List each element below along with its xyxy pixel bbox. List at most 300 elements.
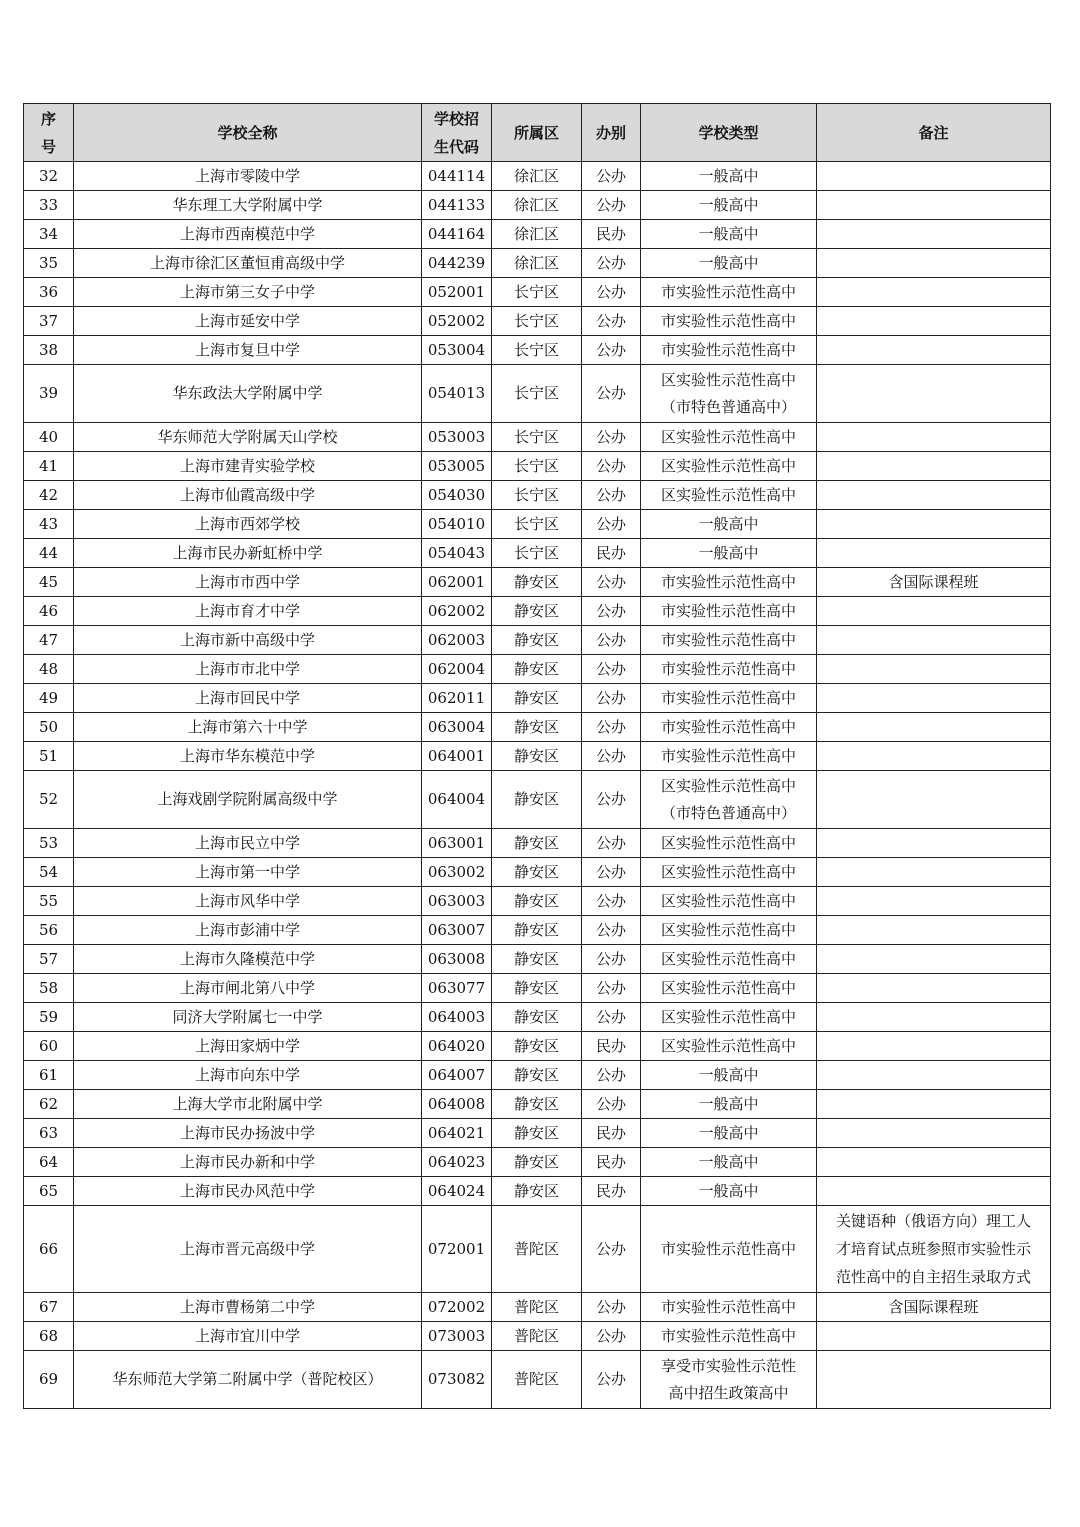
cell-district: 静安区: [492, 974, 582, 1003]
cell-enroll-code: 052001: [422, 278, 492, 307]
cell-note: [817, 510, 1051, 539]
cell-school-name: 华东政法大学附属中学: [74, 365, 422, 423]
table-row: [24, 1032, 1051, 1061]
cell-district: 静安区: [492, 742, 582, 771]
cell-school-type-line: 市实验性示范性高中: [660, 572, 796, 591]
cell-seq: 52: [24, 771, 74, 829]
cell-seq: 69: [24, 1351, 74, 1409]
cell-ownership: 公办: [582, 742, 641, 771]
table-row: [24, 974, 1051, 1003]
cell-district: 徐汇区: [492, 191, 582, 220]
cell-school-type-line: 市实验性示范性高中: [660, 282, 796, 301]
header-note: 备注: [817, 104, 1051, 162]
cell-note: [817, 684, 1051, 713]
cell-enroll-code: 073003: [422, 1322, 492, 1351]
cell-note: [817, 1003, 1051, 1032]
table-row: [24, 858, 1051, 887]
cell-school-name: 上海市新中高级中学: [74, 626, 422, 655]
cell-note: [817, 1119, 1051, 1148]
cell-ownership: 公办: [582, 1351, 641, 1409]
table-row: [24, 887, 1051, 916]
cell-ownership: 公办: [582, 597, 641, 626]
cell-district: 静安区: [492, 1032, 582, 1061]
cell-seq: 43: [24, 510, 74, 539]
cell-ownership: 公办: [582, 278, 641, 307]
cell-seq: 56: [24, 916, 74, 945]
cell-school-type: [641, 191, 817, 220]
cell-enroll-code: 064001: [422, 742, 492, 771]
cell-enroll-code: 053005: [422, 452, 492, 481]
header-district: 所属区: [492, 104, 582, 162]
table-row: [24, 1293, 1051, 1322]
cell-seq: 55: [24, 887, 74, 916]
cell-ownership: 民办: [582, 1119, 641, 1148]
cell-school-type: [641, 916, 817, 945]
cell-district: 静安区: [492, 655, 582, 684]
cell-note: [817, 365, 1051, 423]
table-row: [24, 452, 1051, 481]
cell-seq: 35: [24, 249, 74, 278]
cell-school-name: 上海市华东模范中学: [74, 742, 422, 771]
header-row: [24, 104, 1051, 162]
table-row: [24, 365, 1051, 423]
cell-ownership: 民办: [582, 1177, 641, 1206]
cell-school-name: 上海市复旦中学: [74, 336, 422, 365]
cell-note: [817, 597, 1051, 626]
table-row: [24, 191, 1051, 220]
cell-seq: 63: [24, 1119, 74, 1148]
cell-district: 静安区: [492, 713, 582, 742]
cell-note: [817, 626, 1051, 655]
table-row: [24, 1119, 1051, 1148]
cell-school-type-line: 一般高中: [698, 543, 759, 562]
cell-district: 静安区: [492, 945, 582, 974]
cell-seq: 40: [24, 423, 74, 452]
cell-school-name: 上海市民办新虹桥中学: [74, 539, 422, 568]
cell-note: [817, 191, 1051, 220]
cell-note: [817, 278, 1051, 307]
cell-note: [817, 829, 1051, 858]
cell-ownership: 公办: [582, 1090, 641, 1119]
cell-school-name: 上海市民立中学: [74, 829, 422, 858]
table-row: [24, 742, 1051, 771]
cell-school-type: [641, 1293, 817, 1322]
cell-ownership: 公办: [582, 1206, 641, 1293]
cell-note-line: 才培育试点班参照市实验性示: [835, 1240, 1031, 1258]
cell-school-name: 上海市曹杨第二中学: [74, 1293, 422, 1322]
cell-ownership: 公办: [582, 1322, 641, 1351]
cell-enroll-code: 072001: [422, 1206, 492, 1293]
table-row: [24, 249, 1051, 278]
cell-school-type: [641, 481, 817, 510]
cell-ownership: 公办: [582, 423, 641, 452]
cell-ownership: 公办: [582, 191, 641, 220]
cell-school-name: 上海市育才中学: [74, 597, 422, 626]
table-row: [24, 655, 1051, 684]
cell-district: 长宁区: [492, 307, 582, 336]
cell-enroll-code: 062001: [422, 568, 492, 597]
cell-district: 静安区: [492, 1119, 582, 1148]
header-ownership: 办别: [582, 104, 641, 162]
cell-school-type: [641, 1061, 817, 1090]
table-row: [24, 1351, 1051, 1409]
cell-school-type-line: 区实验性示范性高中: [660, 776, 796, 795]
cell-note: [817, 945, 1051, 974]
cell-seq: 38: [24, 336, 74, 365]
header-code: 学校招 生代码: [422, 104, 492, 162]
cell-note: [817, 220, 1051, 249]
cell-district: 普陀区: [492, 1293, 582, 1322]
cell-seq: 34: [24, 220, 74, 249]
cell-school-type: [641, 1206, 817, 1293]
cell-ownership: 公办: [582, 916, 641, 945]
cell-school-type-line: 市实验性示范性高中: [660, 630, 796, 649]
table-row: [24, 220, 1051, 249]
cell-school-name: 上海大学市北附属中学: [74, 1090, 422, 1119]
cell-ownership: 公办: [582, 655, 641, 684]
cell-enroll-code: 063007: [422, 916, 492, 945]
cell-enroll-code: 062004: [422, 655, 492, 684]
cell-school-type-line: 一般高中: [698, 166, 759, 185]
cell-enroll-code: 073082: [422, 1351, 492, 1409]
cell-school-type-line: 区实验性示范性高中: [660, 456, 796, 475]
cell-school-type: [641, 1032, 817, 1061]
cell-school-type: [641, 1003, 817, 1032]
cell-school-type-line: 区实验性示范性高中: [660, 485, 796, 504]
cell-ownership: 公办: [582, 365, 641, 423]
cell-school-type: [641, 510, 817, 539]
cell-school-type-line: 区实验性示范性高中: [660, 862, 796, 881]
school-list-table-wrapper: [23, 103, 1050, 1409]
cell-note: [817, 1351, 1051, 1409]
cell-school-type: [641, 742, 817, 771]
cell-school-type-line: 一般高中: [698, 1152, 759, 1171]
cell-enroll-code: 063001: [422, 829, 492, 858]
cell-note: [817, 742, 1051, 771]
cell-school-name: 上海市第六十中学: [74, 713, 422, 742]
cell-school-name: 上海戏剧学院附属高级中学: [74, 771, 422, 829]
cell-ownership: 公办: [582, 684, 641, 713]
table-row: [24, 568, 1051, 597]
table-row: [24, 916, 1051, 945]
cell-district: 徐汇区: [492, 162, 582, 191]
cell-school-name: 上海市久隆模范中学: [74, 945, 422, 974]
cell-school-type: [641, 162, 817, 191]
cell-school-type-line: 区实验性示范性高中: [660, 978, 796, 997]
cell-seq: 41: [24, 452, 74, 481]
cell-school-name: 上海市第三女子中学: [74, 278, 422, 307]
cell-district: 长宁区: [492, 365, 582, 423]
cell-school-type-line: 享受市实验性示范性: [660, 1356, 796, 1375]
cell-note: [817, 452, 1051, 481]
cell-school-type: [641, 713, 817, 742]
cell-seq: 47: [24, 626, 74, 655]
cell-seq: 61: [24, 1061, 74, 1090]
cell-school-type-line: 区实验性示范性高中: [660, 891, 796, 910]
cell-ownership: 公办: [582, 249, 641, 278]
cell-district: 静安区: [492, 684, 582, 713]
cell-district: 静安区: [492, 829, 582, 858]
cell-note: [817, 249, 1051, 278]
cell-enroll-code: 064021: [422, 1119, 492, 1148]
cell-school-name: 上海市西南模范中学: [74, 220, 422, 249]
cell-note: [817, 1061, 1051, 1090]
cell-district: 徐汇区: [492, 220, 582, 249]
cell-district: 长宁区: [492, 336, 582, 365]
cell-school-type: [641, 887, 817, 916]
cell-school-type-line: 一般高中: [698, 1065, 759, 1084]
cell-enroll-code: 052002: [422, 307, 492, 336]
cell-ownership: 民办: [582, 1148, 641, 1177]
cell-note: [817, 655, 1051, 684]
cell-seq: 65: [24, 1177, 74, 1206]
table-row: [24, 1003, 1051, 1032]
cell-school-name: 上海市延安中学: [74, 307, 422, 336]
cell-school-type: [641, 307, 817, 336]
cell-ownership: 公办: [582, 974, 641, 1003]
cell-seq: 57: [24, 945, 74, 974]
cell-district: 长宁区: [492, 481, 582, 510]
cell-school-type: [641, 626, 817, 655]
cell-seq: 48: [24, 655, 74, 684]
cell-district: 静安区: [492, 1177, 582, 1206]
cell-ownership: 民办: [582, 1032, 641, 1061]
cell-school-name: 上海市徐汇区董恒甫高级中学: [74, 249, 422, 278]
cell-school-name: 上海市民办扬波中学: [74, 1119, 422, 1148]
cell-school-type: [641, 684, 817, 713]
cell-school-type: [641, 278, 817, 307]
cell-district: 静安区: [492, 1003, 582, 1032]
cell-school-name: 上海市向东中学: [74, 1061, 422, 1090]
cell-district: 普陀区: [492, 1351, 582, 1409]
cell-enroll-code: 054010: [422, 510, 492, 539]
table-row: [24, 1206, 1051, 1293]
cell-seq: 32: [24, 162, 74, 191]
cell-seq: 45: [24, 568, 74, 597]
cell-ownership: 公办: [582, 1003, 641, 1032]
cell-school-type-line: 一般高中: [698, 253, 759, 272]
cell-district: 静安区: [492, 1090, 582, 1119]
cell-school-type-line: 区实验性示范性高中: [660, 949, 796, 968]
cell-note: [817, 539, 1051, 568]
cell-seq: 42: [24, 481, 74, 510]
cell-school-type: [641, 365, 817, 423]
cell-school-type: [641, 220, 817, 249]
cell-school-type-line: 高中招生政策高中: [668, 1383, 789, 1402]
cell-note: [817, 1032, 1051, 1061]
cell-school-name: 上海市市西中学: [74, 568, 422, 597]
cell-district: 静安区: [492, 597, 582, 626]
cell-enroll-code: 063003: [422, 887, 492, 916]
cell-enroll-code: 072002: [422, 1293, 492, 1322]
cell-school-type: [641, 249, 817, 278]
cell-school-type: [641, 597, 817, 626]
table-row: [24, 162, 1051, 191]
cell-seq: 58: [24, 974, 74, 1003]
cell-seq: 62: [24, 1090, 74, 1119]
cell-school-type: [641, 858, 817, 887]
cell-enroll-code: 063008: [422, 945, 492, 974]
cell-note: [817, 974, 1051, 1003]
cell-ownership: 公办: [582, 510, 641, 539]
cell-note: [817, 336, 1051, 365]
cell-school-type-line: 市实验性示范性高中: [660, 601, 796, 620]
cell-ownership: 公办: [582, 307, 641, 336]
cell-note: [817, 162, 1051, 191]
cell-seq: 49: [24, 684, 74, 713]
cell-enroll-code: 054043: [422, 539, 492, 568]
cell-enroll-code: 063077: [422, 974, 492, 1003]
cell-school-type: [641, 1119, 817, 1148]
cell-school-name: 上海市西郊学校: [74, 510, 422, 539]
cell-ownership: 公办: [582, 771, 641, 829]
cell-school-type: [641, 336, 817, 365]
table-row: [24, 597, 1051, 626]
cell-district: 静安区: [492, 771, 582, 829]
cell-seq: 33: [24, 191, 74, 220]
cell-note: [817, 916, 1051, 945]
cell-district: 静安区: [492, 1148, 582, 1177]
cell-note: [817, 1322, 1051, 1351]
cell-district: 长宁区: [492, 278, 582, 307]
table-row: [24, 945, 1051, 974]
cell-district: 普陀区: [492, 1206, 582, 1293]
cell-seq: 54: [24, 858, 74, 887]
cell-school-type-line: 一般高中: [698, 1094, 759, 1113]
table-row: [24, 1177, 1051, 1206]
cell-note-line: 含国际课程班: [888, 572, 979, 591]
header-type: 学校类型: [641, 104, 817, 162]
cell-district: 静安区: [492, 568, 582, 597]
cell-seq: 68: [24, 1322, 74, 1351]
cell-ownership: 公办: [582, 1061, 641, 1090]
table-row: [24, 278, 1051, 307]
cell-seq: 51: [24, 742, 74, 771]
cell-school-name: 上海市民办新和中学: [74, 1148, 422, 1177]
table-row: [24, 713, 1051, 742]
cell-school-type-line: 市实验性示范性高中: [660, 717, 796, 736]
cell-seq: 66: [24, 1206, 74, 1293]
cell-enroll-code: 054013: [422, 365, 492, 423]
cell-district: 长宁区: [492, 539, 582, 568]
cell-district: 长宁区: [492, 452, 582, 481]
cell-school-name: 上海市零陵中学: [74, 162, 422, 191]
cell-school-type: [641, 1148, 817, 1177]
header-name: 学校全称: [74, 104, 422, 162]
cell-note-line: 关键语种（俄语方向）理工人: [835, 1212, 1031, 1230]
cell-seq: 59: [24, 1003, 74, 1032]
cell-school-type: [641, 1322, 817, 1351]
cell-ownership: 民办: [582, 539, 641, 568]
cell-note: [817, 568, 1051, 597]
cell-enroll-code: 053003: [422, 423, 492, 452]
cell-district: 静安区: [492, 858, 582, 887]
cell-note: [817, 307, 1051, 336]
cell-enroll-code: 064008: [422, 1090, 492, 1119]
cell-school-type: [641, 539, 817, 568]
cell-ownership: 公办: [582, 481, 641, 510]
cell-school-name: 上海市闸北第八中学: [74, 974, 422, 1003]
cell-district: 普陀区: [492, 1322, 582, 1351]
table-header: [24, 104, 1051, 162]
cell-enroll-code: 054030: [422, 481, 492, 510]
cell-enroll-code: 064024: [422, 1177, 492, 1206]
cell-district: 长宁区: [492, 510, 582, 539]
school-list-table: [23, 103, 1051, 1409]
cell-seq: 67: [24, 1293, 74, 1322]
table-row: [24, 510, 1051, 539]
cell-school-name: 上海市仙霞高级中学: [74, 481, 422, 510]
cell-school-type-line: 市实验性示范性高中: [660, 659, 796, 678]
cell-seq: 36: [24, 278, 74, 307]
table-row: [24, 771, 1051, 829]
cell-school-type-line: 区实验性示范性高中: [660, 1007, 796, 1026]
cell-ownership: 公办: [582, 829, 641, 858]
cell-seq: 60: [24, 1032, 74, 1061]
cell-enroll-code: 064007: [422, 1061, 492, 1090]
cell-seq: 46: [24, 597, 74, 626]
cell-ownership: 公办: [582, 162, 641, 191]
cell-ownership: 公办: [582, 626, 641, 655]
cell-school-type-line: 区实验性示范性高中: [660, 833, 796, 852]
table-body: [24, 162, 1051, 1409]
cell-ownership: 公办: [582, 452, 641, 481]
table-row: [24, 626, 1051, 655]
cell-note-line: 范性高中的自主招生录取方式: [835, 1268, 1031, 1286]
cell-note: [817, 423, 1051, 452]
cell-school-type: [641, 945, 817, 974]
cell-school-type-line: 一般高中: [698, 1181, 759, 1200]
cell-school-type-line: 区实验性示范性高中: [660, 427, 796, 446]
cell-district: 静安区: [492, 887, 582, 916]
cell-ownership: 公办: [582, 858, 641, 887]
cell-school-type: [641, 829, 817, 858]
table-row: [24, 829, 1051, 858]
cell-seq: 37: [24, 307, 74, 336]
cell-enroll-code: 062011: [422, 684, 492, 713]
cell-school-type: [641, 1177, 817, 1206]
cell-school-type-line: 市实验性示范性高中: [660, 340, 796, 359]
cell-note-line: 含国际课程班: [888, 1297, 979, 1316]
cell-school-name: 上海市回民中学: [74, 684, 422, 713]
table-row: [24, 539, 1051, 568]
cell-enroll-code: 044164: [422, 220, 492, 249]
cell-district: 静安区: [492, 626, 582, 655]
cell-note: [817, 771, 1051, 829]
cell-district: 长宁区: [492, 423, 582, 452]
cell-note: [817, 887, 1051, 916]
cell-school-type: [641, 974, 817, 1003]
cell-school-type: [641, 1351, 817, 1409]
cell-school-type-line: 一般高中: [698, 195, 759, 214]
cell-seq: 39: [24, 365, 74, 423]
cell-school-name: 上海市彭浦中学: [74, 916, 422, 945]
cell-school-name: 上海市晋元高级中学: [74, 1206, 422, 1293]
cell-school-type: [641, 452, 817, 481]
cell-school-name: 上海田家炳中学: [74, 1032, 422, 1061]
cell-school-type-line: （市特色普通高中）: [660, 397, 796, 416]
cell-district: 静安区: [492, 1061, 582, 1090]
cell-school-type-line: 市实验性示范性高中: [660, 1326, 796, 1345]
table-row: [24, 336, 1051, 365]
cell-note: [817, 481, 1051, 510]
cell-school-name: 上海市第一中学: [74, 858, 422, 887]
table-row: [24, 684, 1051, 713]
cell-school-name: 上海市民办风范中学: [74, 1177, 422, 1206]
cell-school-type-line: 市实验性示范性高中: [660, 1297, 796, 1316]
cell-school-type: [641, 423, 817, 452]
cell-note: [817, 858, 1051, 887]
